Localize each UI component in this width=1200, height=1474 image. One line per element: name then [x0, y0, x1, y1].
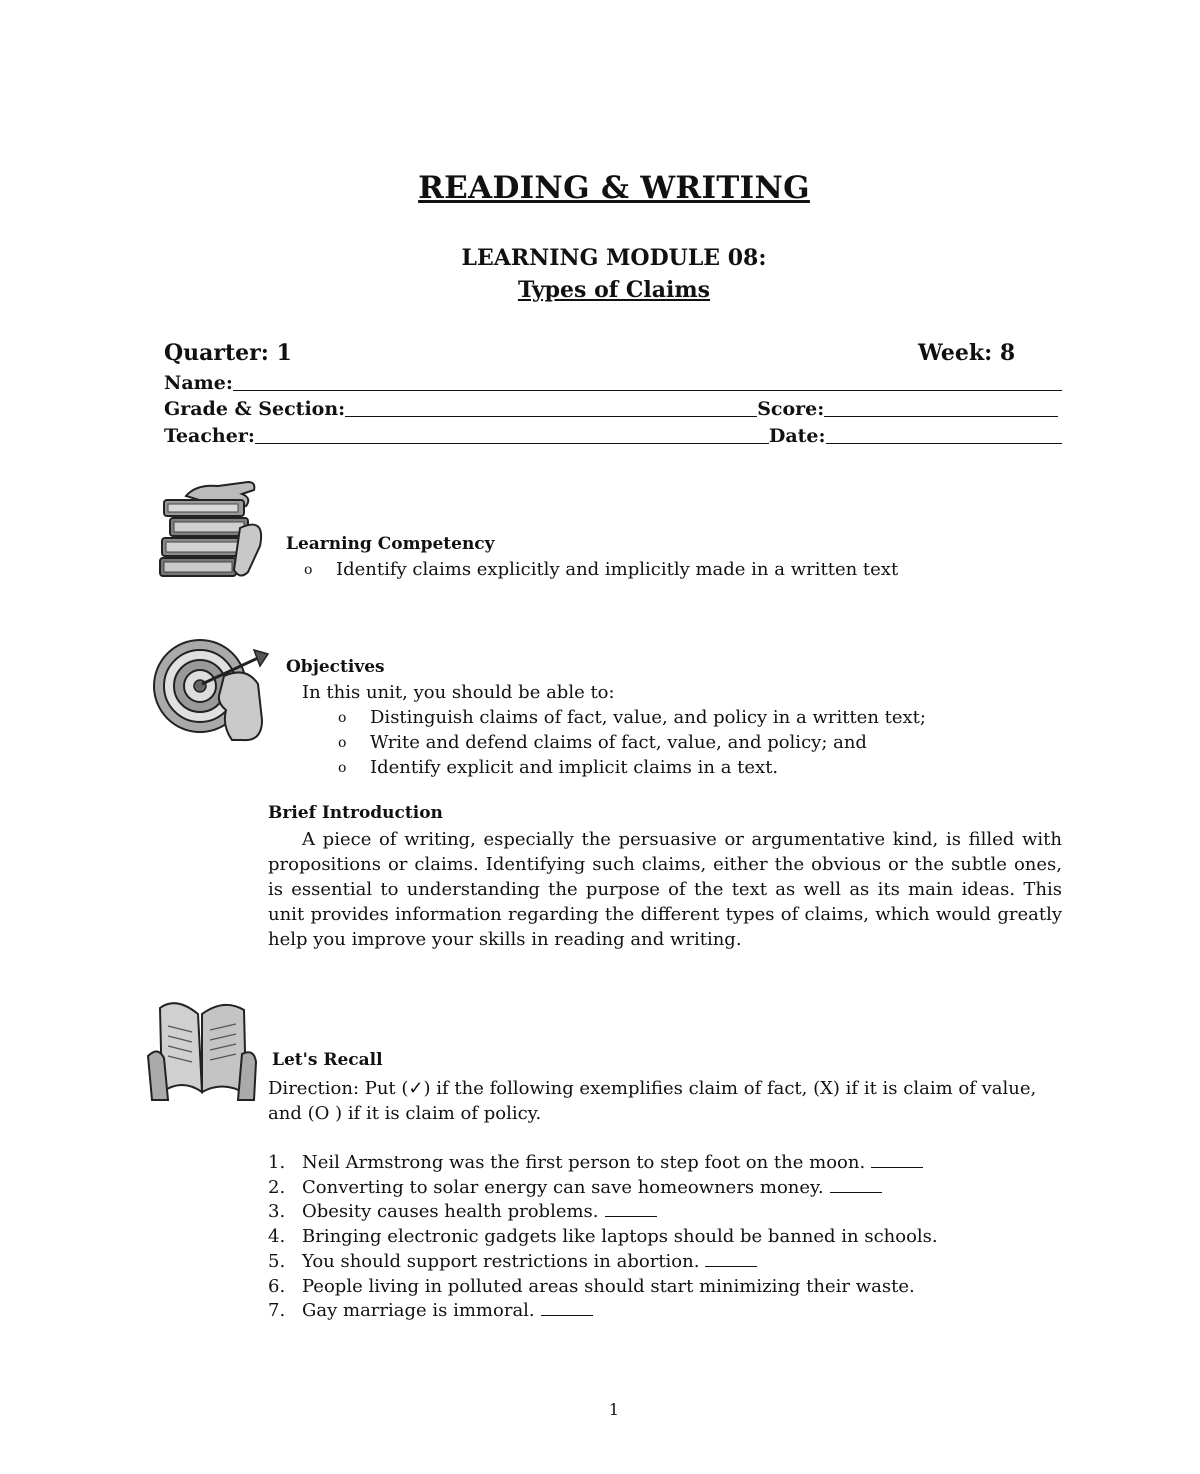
list-item: o Identify claims explicitly and implicitly made in a written text [304, 559, 899, 580]
open-book-icon [146, 996, 258, 1104]
books-hand-icon [156, 476, 268, 582]
list-item: o Write and defend claims of fact, value, and policy; and [338, 732, 867, 753]
document-title: READING & WRITING [418, 170, 810, 206]
list-item: 1. Neil Armstrong was the first person to step foot on the moon. [268, 1151, 938, 1176]
objectives-list [338, 705, 926, 780]
answer-blank[interactable] [705, 1265, 757, 1267]
recall-title: Let's Recall [272, 1050, 383, 1070]
answer-blank[interactable] [541, 1314, 593, 1316]
answer-blank[interactable] [605, 1215, 657, 1217]
list-item: o Distinguish claims of fact, value, and policy in a written text; [338, 707, 926, 728]
teacher-field[interactable] [255, 442, 769, 444]
name-row [164, 370, 1062, 394]
score-label: Score: [757, 398, 825, 420]
list-item: 5. You should support restrictions in abortion. [268, 1250, 938, 1275]
dartboard-icon [150, 636, 272, 748]
recall-direction: Direction: Put (✓) if the following exemplifies claim of fact, (X) if it is claim of value, and (O ) if it is claim of policy. [268, 1078, 1037, 1124]
list-item: 3. Obesity causes health problems. [268, 1200, 938, 1225]
recall-questions [268, 1151, 938, 1324]
quarter-label: Quarter: 1 [164, 340, 292, 366]
grade-section-label: Grade & Section: [164, 398, 346, 420]
list-item: 6. People living in polluted areas should start minimizing their waste. [268, 1275, 915, 1297]
list-item: 4. Bringing electronic gadgets like laptops should be banned in schools. [268, 1226, 938, 1248]
competency-list [304, 557, 899, 582]
introduction-title: Brief Introduction [268, 803, 443, 823]
page-number: 1 [608, 1400, 620, 1419]
grade-score-row [164, 396, 1058, 420]
introduction-text: A piece of writing, especially the persuasive or argumentative kind, is filled with propositions or claims. Identifying such claims, either the obvious or the subtle ones, is essential to understanding the purpose of the text as well as its main ideas. This unit provides information regarding the different types of claims, which would greatly help you improve your skills in reading and writing. [268, 829, 1062, 950]
date-label: Date: [768, 425, 826, 447]
module-topic: Types of Claims [517, 277, 711, 303]
grade-section-field[interactable] [345, 415, 757, 417]
list-item: o Identify explicit and implicit claims in a text. [338, 757, 779, 778]
name-field[interactable] [233, 389, 1062, 391]
week-label: Week: 8 [918, 340, 1016, 366]
list-item: 2. Converting to solar energy can save homeowners money. [268, 1176, 938, 1201]
module-label: LEARNING MODULE 08: [461, 245, 767, 271]
list-item: 7. Gay marriage is immoral. [268, 1299, 938, 1324]
score-field[interactable] [824, 415, 1058, 417]
objectives-lead: In this unit, you should be able to: [302, 682, 615, 703]
teacher-date-row [164, 423, 1062, 447]
name-label: Name: [164, 372, 233, 394]
competency-title: Learning Competency [286, 534, 495, 554]
teacher-label: Teacher: [164, 425, 255, 447]
answer-blank[interactable] [830, 1191, 882, 1193]
answer-blank[interactable] [871, 1166, 923, 1168]
date-field[interactable] [826, 442, 1062, 444]
objectives-title: Objectives [286, 657, 385, 677]
